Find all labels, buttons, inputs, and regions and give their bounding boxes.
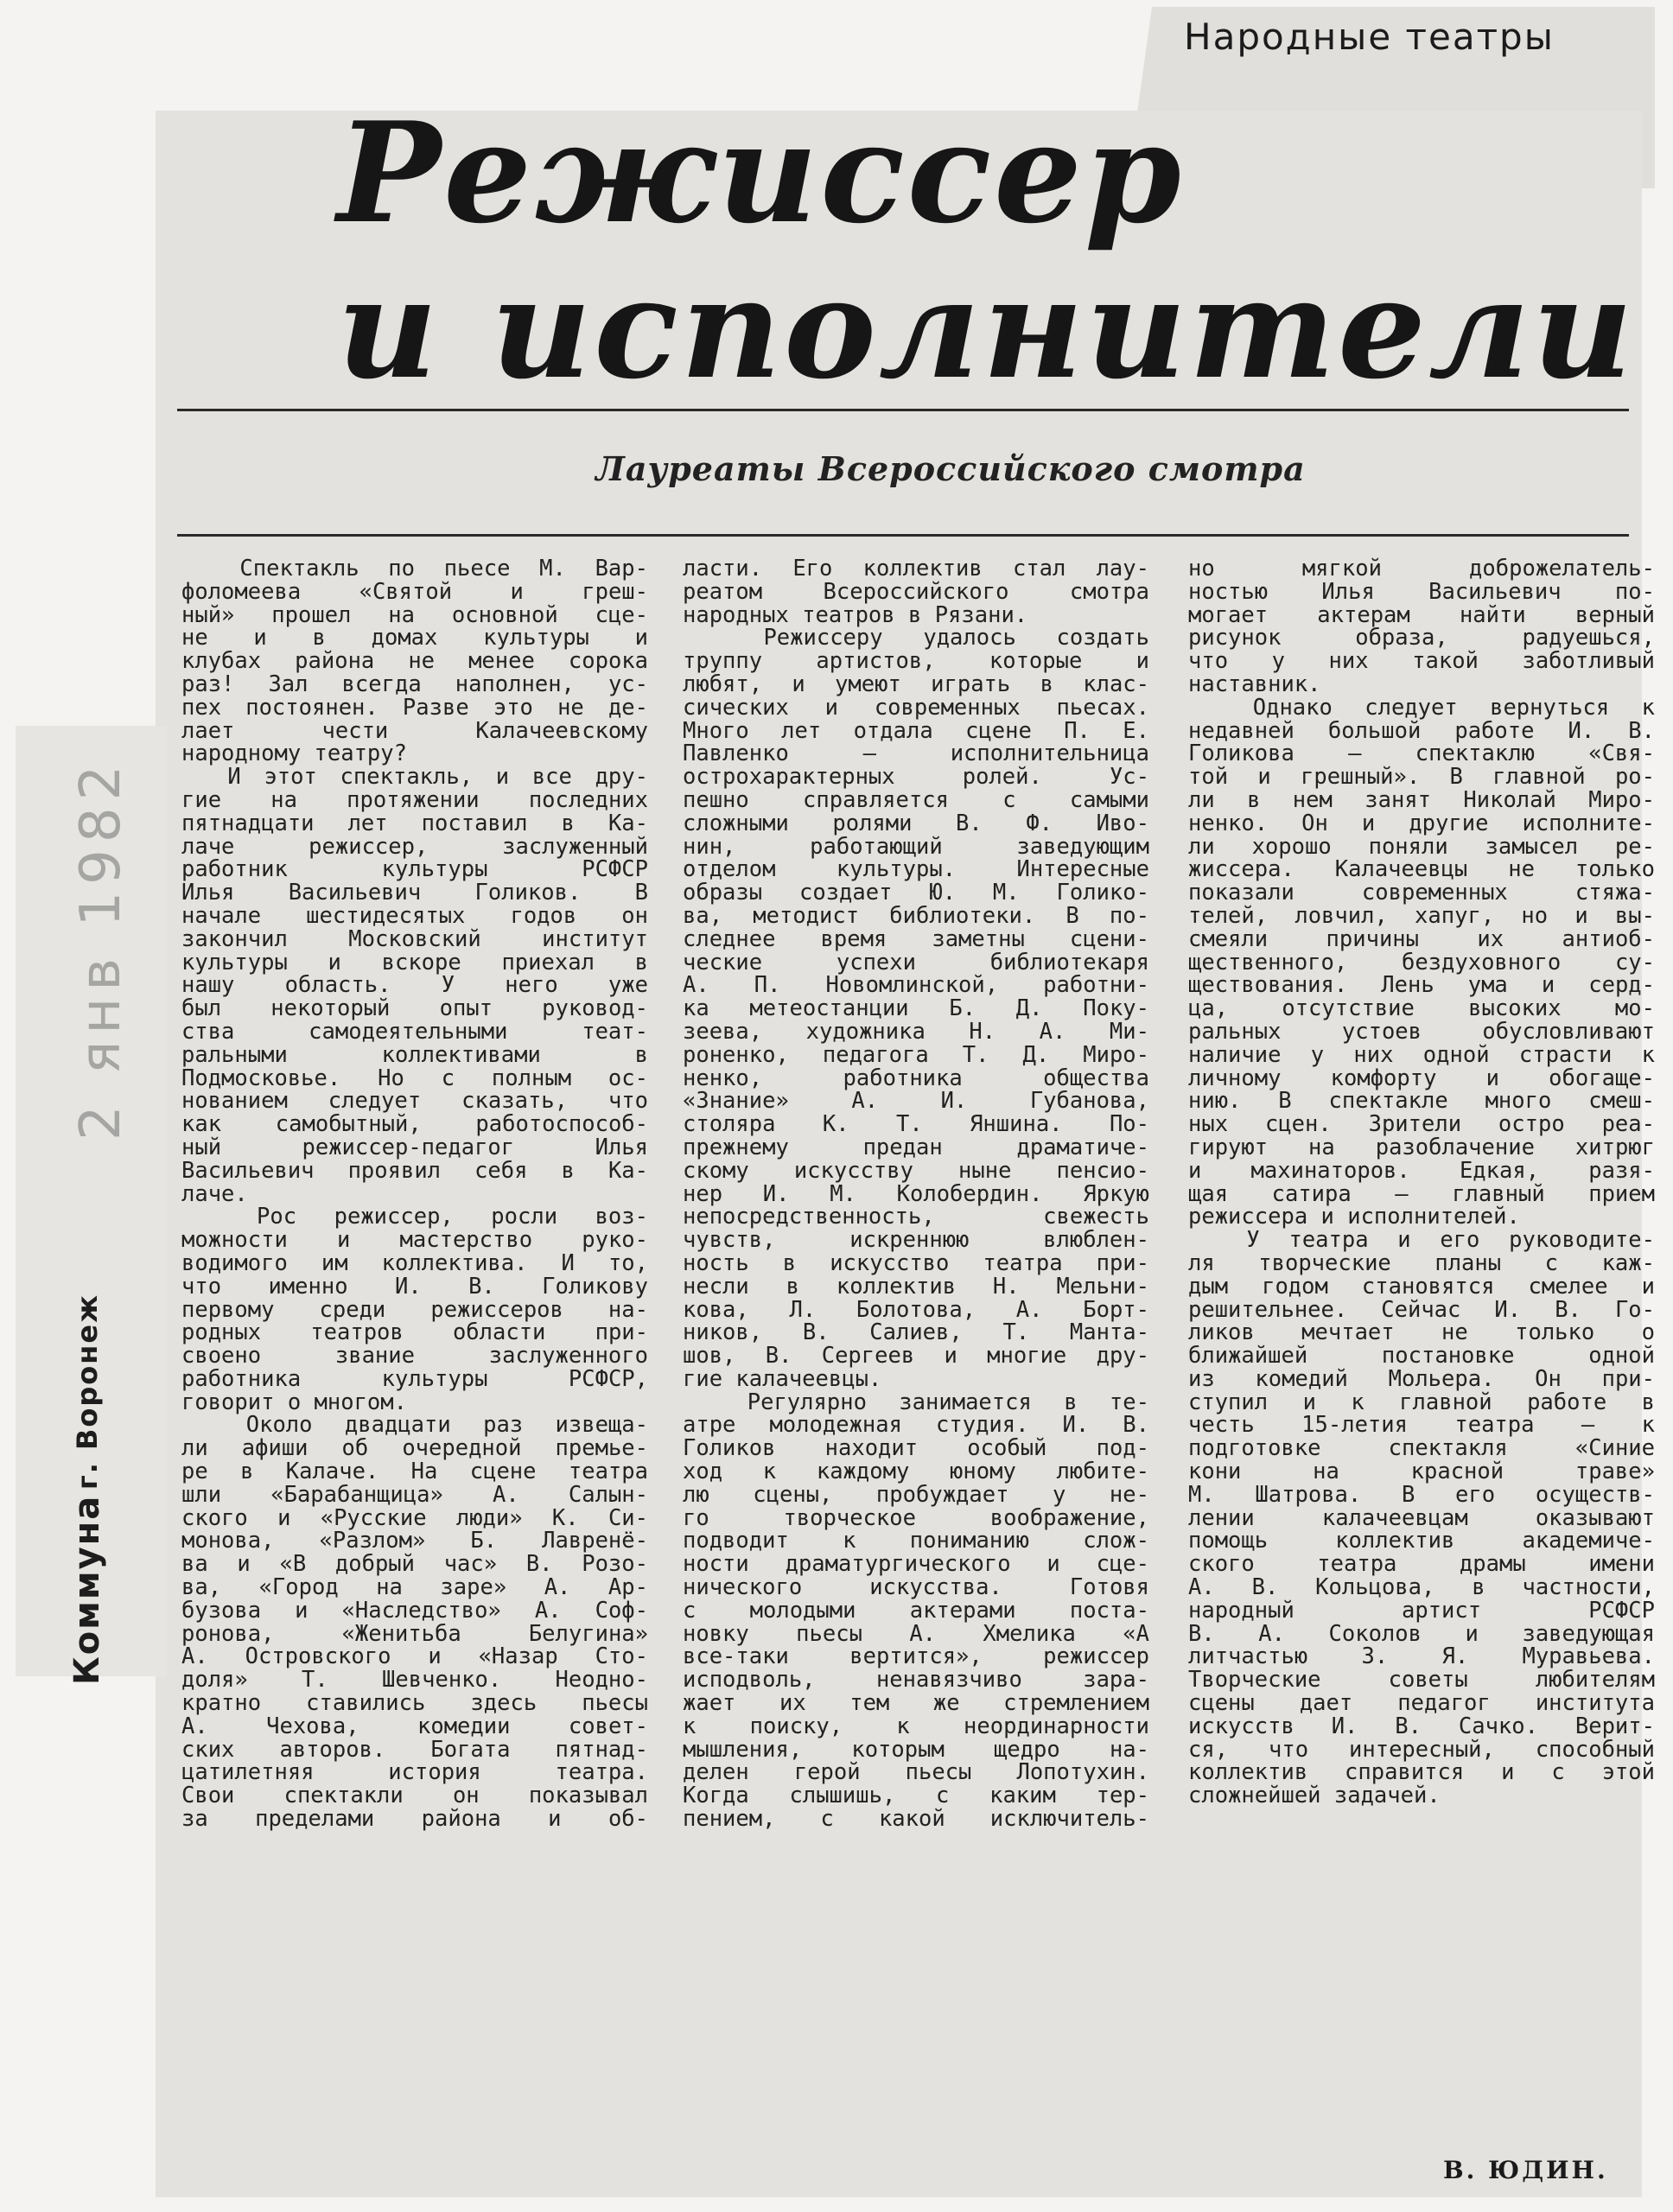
article-line: А. Чехова, комедии совет- [181,1713,648,1739]
article-line: щая сатира — главный прием [1188,1180,1655,1207]
article-line: нического искусства. Готовя [683,1574,1149,1601]
article-line: пятнадцати лет поставил в Ка- [181,810,648,836]
article-line: ских авторов. Богата пятнад- [181,1736,648,1763]
rule-bottom [177,534,1629,537]
article-line: прежнему предан драматиче- [683,1134,1149,1160]
article-line: реатом Всероссийского смотра [683,578,1149,605]
author-byline: В. ЮДИН. [1443,2156,1608,2184]
article-line: Васильевич проявил себя в Ка- [181,1157,648,1184]
article-line: любят, и умеют играть в клас- [683,671,1149,697]
article-line: ского театра драмы имени [1188,1551,1655,1578]
article-line: доля» Т. Шевченко. Неодно- [181,1667,648,1694]
article-line: клубах района не менее сорока [181,648,648,675]
article-line: атре молодежная студия. И. В. [683,1412,1149,1439]
article-line: несли в коллектив Н. Мельни- [683,1273,1149,1300]
article-line: щественного, бездуховного су- [1188,949,1655,976]
article-line: ского и «Русские люди» К. Си- [181,1504,648,1531]
article-line: труппу артистов, которые и [683,648,1149,675]
article-line: гие на протяжении последних [181,786,648,813]
article-line: дым годом становятся смелее и [1188,1273,1655,1300]
article-line: гие калачеевцы. [683,1365,882,1392]
article-line: лю сцены, пробуждает у не- [683,1481,1149,1508]
article-line: шли «Барабанщица» А. Салын- [181,1481,648,1508]
article-line: ва и «В добрый час» В. Розо- [181,1551,648,1578]
article-line: ностью Илья Васильевич по- [1188,578,1655,605]
article-line: ность в искусство театра при- [683,1249,1149,1276]
article-line: Свои спектакли он показывал [181,1783,648,1809]
article-column-2 [683,557,1149,2190]
article-line: нин, работающий заведующим [683,833,1149,860]
article-line: ва, методист библиотеки. В по- [683,902,1149,929]
article-line: нованием следует сказать, что [181,1088,648,1115]
article-line: ный» прошел на основной сце- [181,601,648,628]
article-line: ход к каждому юному любите- [683,1459,1149,1485]
article-line: решительнее. Сейчас И. В. Го- [1188,1296,1655,1323]
source-city: г. Воронеж [71,1294,104,1491]
article-line: следнее время заметны сцени- [683,925,1149,952]
article-line: столяра К. Т. Яншина. По- [683,1111,1149,1138]
article-line: чувств, искреннюю влюблен- [683,1227,1149,1254]
article-line: сложнейшей задачей. [1188,1783,1441,1809]
article-line: нашу область. У него уже [181,972,648,999]
subheadline: Лауреаты Всероссийского смотра [595,449,1306,488]
article-line: пех постоянен. Разве это не де- [181,694,648,721]
article-line: шов, В. Сергеев и многие дру- [683,1343,1149,1370]
article-line: личному комфорту и обогаще- [1188,1065,1655,1091]
article-line: пением, с какой исключитель- [683,1806,1149,1833]
article-line: начале шестидесятых годов он [181,902,648,929]
article-line: как самобытный, работоспособ- [181,1111,648,1138]
article-line: Рос режиссер, росли воз- [181,1204,648,1230]
article-column-3 [1188,557,1655,2171]
article-line: Около двадцати раз извеща- [181,1412,648,1439]
article-line: ближайшей постановке одной [1188,1343,1655,1370]
rule-top [177,409,1629,411]
article-line: А. Островского и «Назар Сто- [181,1643,648,1670]
article-line: первому среди режиссеров на- [181,1296,648,1323]
article-line: Голикова — спектаклю «Свя- [1188,741,1655,767]
article-line: ных сцен. Зрители остро реа- [1188,1111,1655,1138]
article-line: смеяли причины их антиоб- [1188,925,1655,952]
article-line: все-таки вертится», режиссер [683,1643,1149,1670]
article-line: ли афиши об очередной премье- [181,1435,648,1462]
article-line: лает чести Калачеевскому [181,717,648,744]
article-line: лаче. [181,1180,248,1207]
article-line: У театра и его руководите- [1188,1227,1655,1254]
article-line: ка метеостанции Б. Д. Поку- [683,995,1149,1022]
section-rubric: Народные театры [1184,16,1555,58]
article-line: коллектив справится и с этой [1188,1759,1655,1786]
article-line: за пределами района и об- [181,1806,648,1833]
article-line: что именно И. В. Голикову [181,1273,648,1300]
article-line: жиссера. Калачеевцы не только [1188,856,1655,883]
article-line: ся, что интересный, способный [1188,1736,1655,1763]
article-line: го творческое воображение, [683,1504,1149,1531]
article-line: можности и мастерство руко- [181,1227,648,1254]
article-line: с молодыми актерами поста- [683,1597,1149,1624]
article-line: фоломеева «Святой и греш- [181,578,648,605]
article-line: А. В. Кольцова, в частности, [1188,1574,1655,1601]
article-line: Однако следует вернуться к [1188,694,1655,721]
article-line: М. Шатрова. В его осуществ- [1188,1481,1655,1508]
article-line: народному театру? [181,741,407,767]
article-line: водимого им коллектива. И то, [181,1249,648,1276]
article-line: ля творческие планы с каж- [1188,1249,1655,1276]
article-line: ликов мечтает не только о [1188,1319,1655,1346]
article-line: И этот спектакль, и все дру- [181,764,648,791]
article-line: народных театров в Рязани. [683,601,1028,628]
article-line: Спектакль по пьесе М. Вар- [181,557,648,582]
source-newspaper: Коммуна [67,1494,107,1685]
article-line: ческие успехи библиотекаря [683,949,1149,976]
article-line: закончил Московский институт [181,925,648,952]
article-line: Много лет отдала сцене П. Е. [683,717,1149,744]
article-line: режиссера и исполнителей. [1188,1204,1520,1230]
article-line: что у них такой заботливый [1188,648,1655,675]
article-line: цатилетняя история театра. [181,1759,648,1786]
article-line: но мягкой доброжелатель- [1188,557,1655,582]
article-line: литчастью З. Я. Муравьева. [1188,1643,1655,1670]
article-line: и махинаторов. Едкая, разя- [1188,1157,1655,1184]
article-line: ва, «Город на заре» А. Ар- [181,1574,648,1601]
article-line: кова, Л. Болотова, А. Борт- [683,1296,1149,1323]
article-column-1 [181,557,648,2190]
article-line: ный режиссер-педагог Илья [181,1134,648,1160]
article-line: из комедий Мольера. Он при- [1188,1365,1655,1392]
article-line: не и в домах культуры и [181,625,648,652]
article-line: ца, отсутствие высоких мо- [1188,995,1655,1022]
article-line: ральными коллективами в [181,1041,648,1068]
article-line: непосредственность, свежесть [683,1204,1149,1230]
article-line: Голиков находит особый под- [683,1435,1149,1462]
article-line: гируют на разоблачение хитрюг [1188,1134,1655,1160]
article-line: монова, «Разлом» Б. Лавренё- [181,1528,648,1554]
article-line: Подмосковье. Но с полным ос- [181,1065,648,1091]
article-line: ности драматургического и сце- [683,1551,1149,1578]
article-line: кони на красной траве» [1188,1459,1655,1485]
article-line: Регулярно занимается в те- [683,1389,1149,1415]
article-line: В. А. Соколов и заведующая [1188,1620,1655,1647]
article-line: сцены дает педагог института [1188,1690,1655,1717]
article-line: «Знание» А. И. Губанова, [683,1088,1149,1115]
article-line: недавней большой работе И. В. [1188,717,1655,744]
article-line: своено звание заслуженного [181,1343,648,1370]
article-line: раз! Зал всегда наполнен, ус- [181,671,648,697]
headline-line-1: Режиссер [337,92,1184,254]
article-line: честь 15-летия театра — к [1188,1412,1655,1439]
article-line: подводит к пониманию слож- [683,1528,1149,1554]
article-line: острохарактерных ролей. Ус- [683,764,1149,791]
article-line: народный артист РСФСР [1188,1597,1655,1624]
date-stamp: 2 янв 1982 [69,758,133,1141]
article-line: Когда слышишь, с каким тер- [683,1783,1149,1809]
article-line: ли хорошо поняли замысел ре- [1188,833,1655,860]
article-line: нер И. М. Колобердин. Яркую [683,1180,1149,1207]
article-line: рисунок образа, радуешься, [1188,625,1655,652]
article-line: ненко, работника общества [683,1065,1149,1091]
article-line: культуры и вскоре приехал в [181,949,648,976]
article-line: работника культуры РСФСР, [181,1365,648,1392]
article-line: ласти. Его коллектив стал лау- [683,557,1149,582]
article-line: роненко, педагога Т. Д. Миро- [683,1041,1149,1068]
article-line: ников, В. Салиев, Т. Манта- [683,1319,1149,1346]
source-stamp [67,1294,145,1685]
article-line: ступил и к главной работе в [1188,1389,1655,1415]
article-line: ре в Калаче. На сцене театра [181,1459,648,1485]
article-line: ненко. Он и другие исполните- [1188,810,1655,836]
article-line: образы создает Ю. М. Голико- [683,880,1149,906]
article-line: Илья Васильевич Голиков. В [181,880,648,906]
article-line: бузова и «Наследство» А. Соф- [181,1597,648,1624]
article-line: сложными ролями В. Ф. Иво- [683,810,1149,836]
article-line: телей, ловчил, хапуг, но и вы- [1188,902,1655,929]
article-line: подготовке спектакля «Синие [1188,1435,1655,1462]
article-line: новку пьесы А. Хмелика «А [683,1620,1149,1647]
article-line: родных театров области при- [181,1319,648,1346]
article-line: наличие у них одной страсти к [1188,1041,1655,1068]
article-line: сических и современных пьесах. [683,694,1149,721]
article-line: работник культуры РСФСР [181,856,648,883]
article-line: искусств И. В. Сачко. Верит- [1188,1713,1655,1739]
article-line: зеева, художника Н. А. Ми- [683,1018,1149,1045]
article-line: помощь коллектив академиче- [1188,1528,1655,1554]
article-line: А. П. Новомлинской, работни- [683,972,1149,999]
article-line: ства самодеятельными теат- [181,1018,648,1045]
article-line: скому искусству ныне пенсио- [683,1157,1149,1184]
article-line: Павленко — исполнительница [683,741,1149,767]
article-line: ли в нем занят Николай Миро- [1188,786,1655,813]
article-line: лении калачеевцам оказывают [1188,1504,1655,1531]
article-line: показали современных стяжа- [1188,880,1655,906]
article-line: жает их тем же стремлением [683,1690,1149,1717]
article-line: Режиссеру удалось создать [683,625,1149,652]
article-line: лаче режиссер, заслуженный [181,833,648,860]
article-line: отделом культуры. Интересные [683,856,1149,883]
article-line: был некоторый опыт руковод- [181,995,648,1022]
article-line: к поиску, к неординарности [683,1713,1149,1739]
article-line: делен герой пьесы Лопотухин. [683,1759,1149,1786]
article-line: Творческие советы любителям [1188,1667,1655,1694]
article-line: говорит о многом. [181,1389,407,1415]
article-line: кратно ставились здесь пьесы [181,1690,648,1717]
article-line: ществования. Лень ума и серд- [1188,972,1655,999]
article-line: исподволь, ненавязчиво зара- [683,1667,1149,1694]
article-line: ральных устоев обусловливают [1188,1018,1655,1045]
article-line: нию. В спектакле много смеш- [1188,1088,1655,1115]
article-line: ронова, «Женитьба Белугина» [181,1620,648,1647]
article-line: мышления, которым щедро на- [683,1736,1149,1763]
article-line: пешно справляется с самыми [683,786,1149,813]
article-line: той и грешный». В главной ро- [1188,764,1655,791]
headline-line-2: и исполнители [337,247,1636,410]
article-line: наставник. [1188,671,1321,697]
article-line: могает актерам найти верный [1188,601,1655,628]
